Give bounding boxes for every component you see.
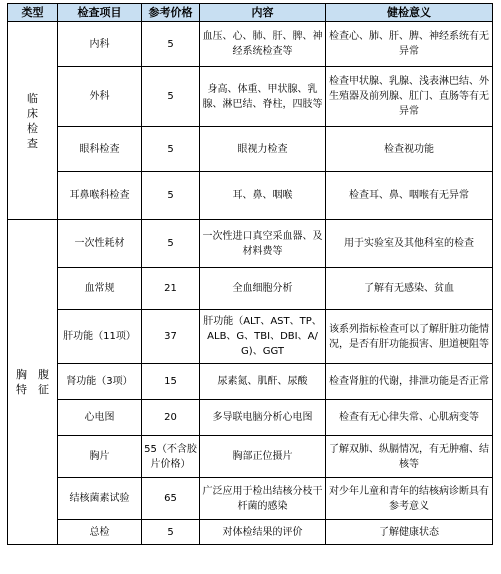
price-cell: 65 [142,478,200,520]
content-cell: 眼视力检查 [200,127,326,172]
item-cell: 总检 [58,520,142,545]
table-row [8,400,493,436]
item-cell: 心电图 [58,400,142,436]
item-cell: 一次性耗材 [58,220,142,268]
category-cell-clinical: 临 床 检 查 [8,22,58,220]
table-row [8,220,493,268]
meaning-cell: 检查视功能 [326,127,493,172]
meaning-cell: 了解有无感染、贫血 [326,268,493,310]
content-cell: 肝功能（ALT、AST、TP、ALB、G、TBI、DBI、A/G)、GGT [200,310,326,364]
item-cell: 胸片 [58,436,142,478]
price-cell: 20 [142,400,200,436]
price-cell: 55（不含胶片价格） [142,436,200,478]
meaning-cell: 检查心、肺、肝、脾、神经系统有无异常 [326,22,493,67]
content-cell: 全血细胞分析 [200,268,326,310]
table-row [8,310,493,364]
meaning-cell: 检查有无心律失常、心肌病变等 [326,400,493,436]
meaning-cell: 用于实验室及其他科室的检查 [326,220,493,268]
meaning-cell: 了解健康状态 [326,520,493,545]
content-cell: 多导联电脑分析心电图 [200,400,326,436]
price-cell: 5 [142,520,200,545]
item-cell: 外科 [58,67,142,127]
item-cell: 肾功能（3项） [58,364,142,400]
table-row [8,520,493,545]
price-cell: 5 [142,67,200,127]
price-cell: 5 [142,22,200,67]
header-category: 类型 [8,4,58,22]
item-cell: 血常规 [58,268,142,310]
table-row [8,436,493,478]
content-cell: 广泛应用于检出结核分枝干杆菌的感染 [200,478,326,520]
table-row [8,67,493,127]
table-header-row [8,4,493,22]
item-cell: 结核菌素试验 [58,478,142,520]
meaning-cell: 检查耳、鼻、咽喉有无异常 [326,172,493,220]
price-cell: 21 [142,268,200,310]
meaning-cell: 对少年儿童和青年的结核病诊断具有参考意义 [326,478,493,520]
price-cell: 15 [142,364,200,400]
checkup-table-container [7,3,492,545]
table-row [8,172,493,220]
checkup-price-table [7,3,493,545]
price-cell: 5 [142,172,200,220]
content-cell: 尿素氮、肌酐、尿酸 [200,364,326,400]
price-cell: 5 [142,127,200,172]
meaning-cell: 了解双肺、纵膈情况，有无肿瘤、结核等 [326,436,493,478]
table-row [8,364,493,400]
item-cell: 肝功能（11项） [58,310,142,364]
table-row [8,127,493,172]
content-cell: 耳、鼻、咽喉 [200,172,326,220]
header-meaning: 健检意义 [326,4,493,22]
category-cell-chest-abdomen: 胸 腹 特 征 [8,220,58,545]
header-price: 参考价格 [142,4,200,22]
header-content: 内容 [200,4,326,22]
table-row [8,268,493,310]
meaning-cell: 检查肾脏的代谢，排泄功能是否正常 [326,364,493,400]
price-cell: 5 [142,220,200,268]
item-cell: 眼科检查 [58,127,142,172]
meaning-cell: 该系列指标检查可以了解肝脏功能情况，是否有肝功能损害、胆道梗阻等 [326,310,493,364]
content-cell: 一次性进口真空采血器、及材料费等 [200,220,326,268]
table-row [8,478,493,520]
meaning-cell: 检查甲状腺、乳腺、浅表淋巴结、外生殖器及前列腺、肛门、直肠等有无异常 [326,67,493,127]
content-cell: 身高、体重、甲状腺、乳腺、淋巴结、脊柱，四肢等 [200,67,326,127]
table-row [8,22,493,67]
price-cell: 37 [142,310,200,364]
content-cell: 胸部正位摄片 [200,436,326,478]
item-cell: 内科 [58,22,142,67]
content-cell: 血压、心、肺、肝、脾、神经系统检查等 [200,22,326,67]
content-cell: 对体检结果的评价 [200,520,326,545]
item-cell: 耳鼻喉科检查 [58,172,142,220]
header-item: 检查项目 [58,4,142,22]
